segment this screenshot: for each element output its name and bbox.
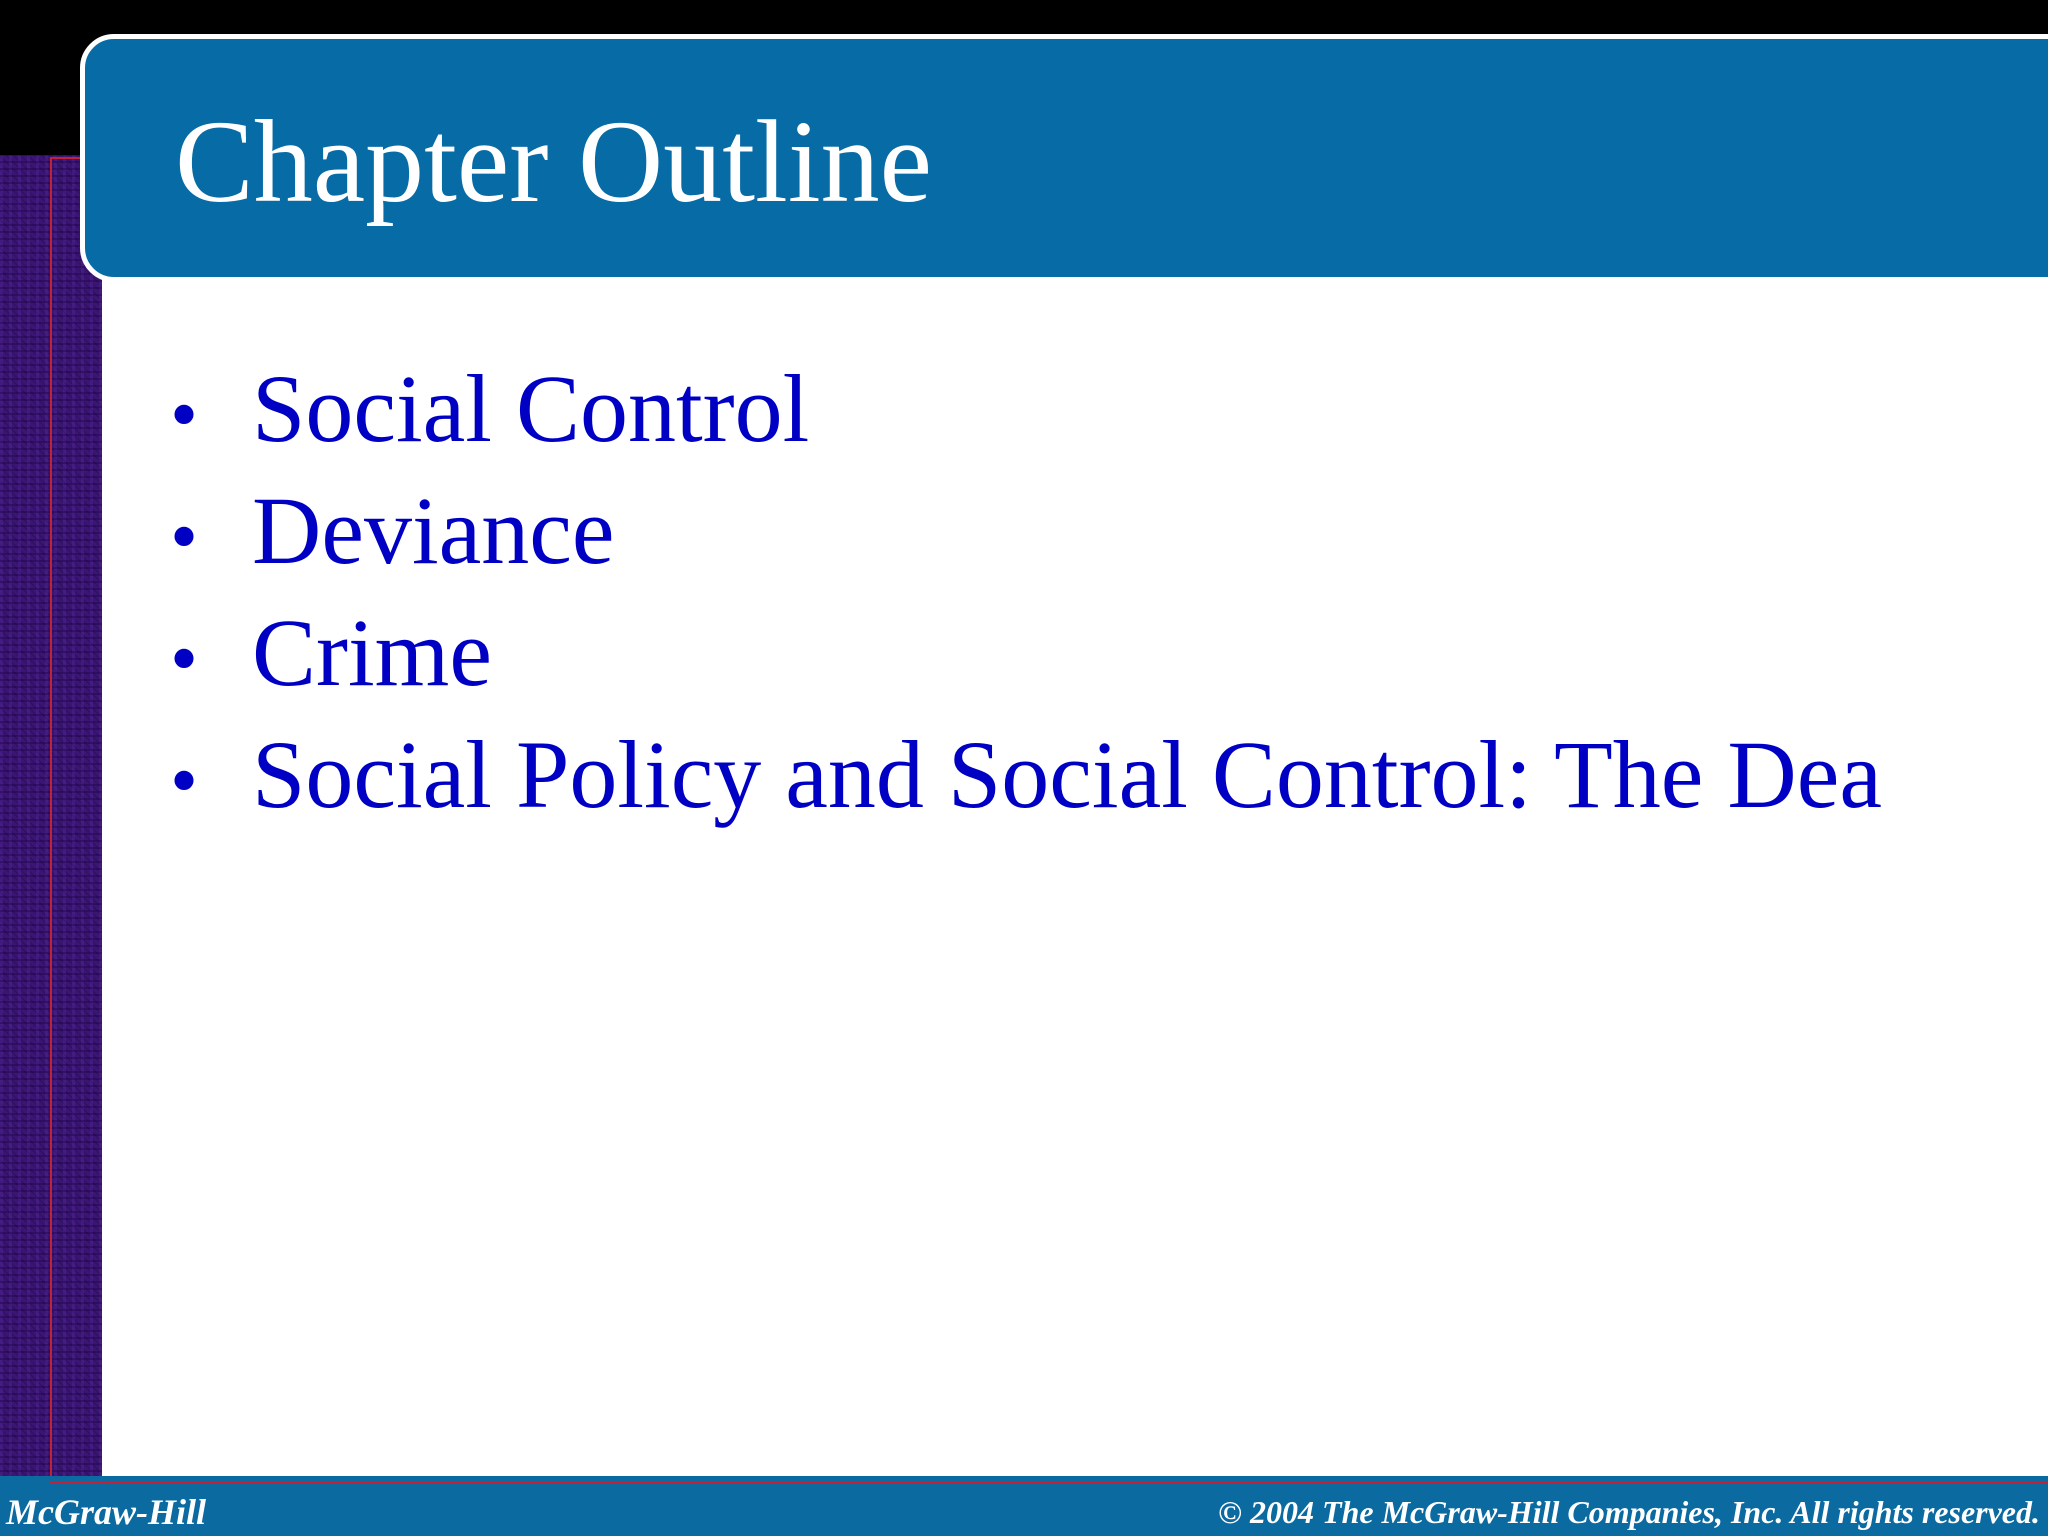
bullet-item-social-policy	[170, 714, 1990, 836]
bullet-item-deviance	[170, 470, 1990, 592]
accent-rule-vertical	[50, 157, 52, 1482]
footer-publisher: McGraw-Hill	[6, 1492, 207, 1532]
bullet-list	[170, 348, 1990, 836]
bullet-marker: •	[170, 737, 199, 825]
slide-title: Chapter Outline	[175, 96, 932, 227]
bullet-marker: •	[170, 493, 199, 581]
bullet-marker: •	[170, 371, 199, 459]
bullet-item-social-control	[170, 348, 1990, 470]
bullet-marker: •	[170, 615, 199, 703]
footer-copyright: © 2004 The McGraw-Hill Companies, Inc. All rights reserved.	[1218, 1494, 2040, 1530]
bullet-item-crime	[170, 592, 1990, 714]
bullet-text: Social Policy and Social Control: The Dea	[252, 721, 1882, 828]
footer-accent-rule	[50, 1482, 2048, 1484]
bullet-text: Social Control	[252, 355, 810, 462]
bullet-text: Deviance	[252, 477, 615, 584]
bullet-text: Crime	[252, 599, 492, 706]
